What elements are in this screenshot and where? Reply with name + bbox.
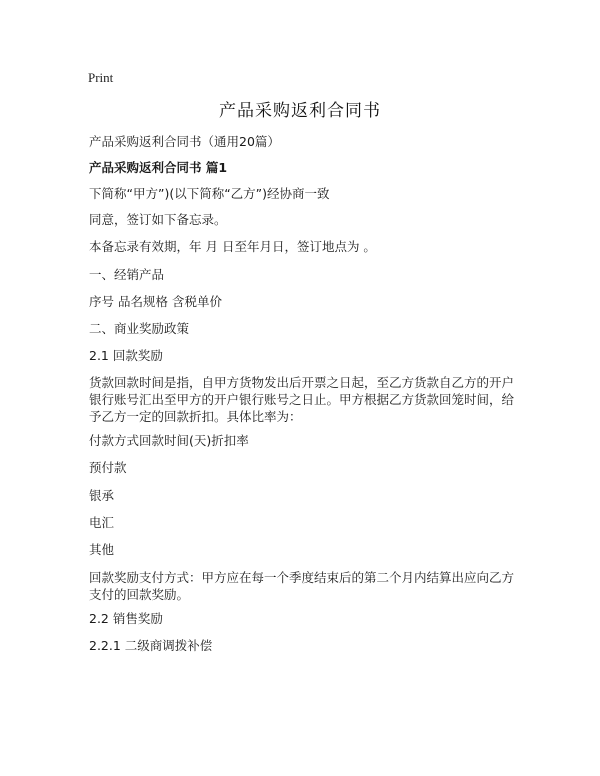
validity-line: 本备忘录有效期，年 月 日至年月日，签订地点为 。 <box>89 239 376 254</box>
heading-transfer-compensation: 2.2.1 二级商调拨补偿 <box>89 638 213 653</box>
section-heading: 产品采购返利合同书 篇1 <box>89 160 228 175</box>
heading-products: 一、经销产品 <box>89 267 165 282</box>
print-label: Print <box>88 70 114 85</box>
payment-method-prepaid: 预付款 <box>89 460 127 475</box>
rate-table-header: 付款方式回款时间(天)折扣率 <box>89 433 249 448</box>
document-subtitle: 产品采购返利合同书（通用20篇） <box>89 134 280 149</box>
payment-time-paragraph: 货款回款时间是指，自甲方货物发出后开票之日起，至乙方货款自乙方的开户银行账号汇出至甲方的开户银行账号之日止。甲方根据乙方货款回笼时间，给予乙方一定的回款折扣。具体比率为： <box>89 375 515 424</box>
heading-policy: 二、商业奖励政策 <box>89 321 190 336</box>
payment-method-wire: 电汇 <box>89 515 115 530</box>
heading-payment-reward: 2.1 回款奖励 <box>89 348 163 363</box>
settlement-paragraph: 回款奖励支付方式：甲方应在每一个季度结束后的第二个月内结算出应向乙方支付的回款奖励。 <box>89 570 515 602</box>
parties-line: 下简称“甲方”)(以下简称“乙方”)经协商一致 <box>89 186 330 201</box>
agreement-line: 同意，签订如下备忘录。 <box>89 212 227 227</box>
product-table-header: 序号 品名规格 含税单价 <box>89 294 222 309</box>
document-title: 产品采购返利合同书 <box>219 101 381 121</box>
payment-method-other: 其他 <box>89 542 115 557</box>
heading-sales-reward: 2.2 销售奖励 <box>89 611 163 626</box>
payment-method-acceptance: 银承 <box>89 488 115 503</box>
